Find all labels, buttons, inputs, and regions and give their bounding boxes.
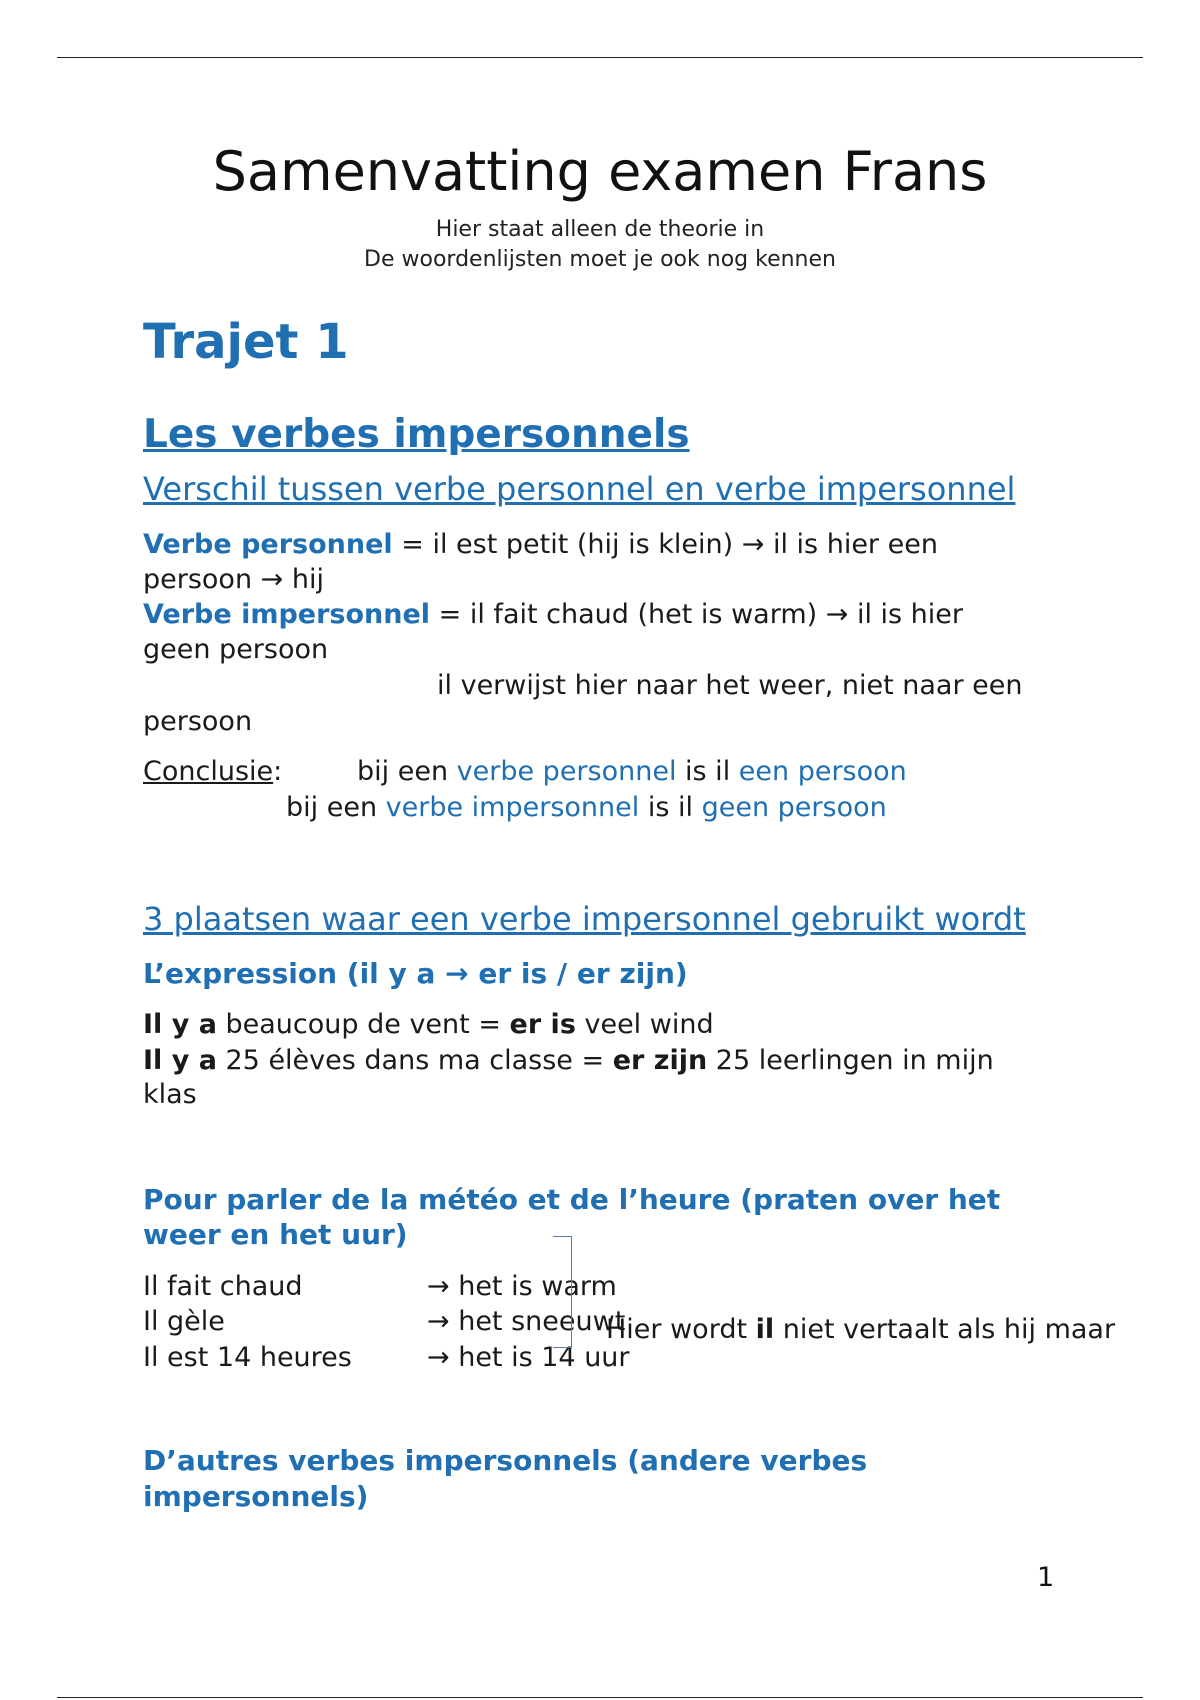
- conclusie-1-mid: is il: [676, 756, 739, 787]
- conclusie-colon: :: [273, 756, 283, 787]
- verbe-impersonnel-text: = il fait chaud (het is warm) → il is hier: [430, 599, 964, 630]
- conclusie-1-result: een persoon: [738, 756, 907, 787]
- conclusie-word: Conclusie: [143, 756, 274, 787]
- conclusie-2-result: geen persoon: [701, 792, 887, 823]
- heading-verbes: Les verbes impersonnels: [143, 412, 690, 457]
- verbe-impersonnel-line: [143, 597, 963, 632]
- conclusie-line-2: [286, 790, 887, 825]
- conclusie-2-term: verbe impersonnel: [385, 792, 640, 823]
- meteo-nl-1: → het is warm: [427, 1271, 617, 1302]
- example-1-d: veel wind: [575, 1009, 714, 1040]
- brace-bracket: [553, 1236, 572, 1348]
- top-rule: [57, 57, 1143, 58]
- page-number: 1: [1037, 1562, 1055, 1593]
- verbe-impersonnel-line-2: geen persoon: [143, 634, 329, 665]
- example-2-b: 25 élèves dans ma classe =: [216, 1045, 613, 1076]
- verbe-personnel-label: Verbe personnel: [143, 529, 393, 560]
- note-b: il: [755, 1314, 775, 1345]
- heading-meteo-1: Pour parler de la météo et de l’heure (praten over het: [143, 1183, 1001, 1216]
- verbe-impersonnel-label: Verbe impersonnel: [143, 599, 431, 630]
- verbe-impersonnel-note-2: persoon: [143, 706, 253, 737]
- verbe-personnel-text: = il est petit (hij is klein) → il is hier een: [392, 529, 938, 560]
- subheading-plaatsen: 3 plaatsen waar een verbe impersonnel gebruikt wordt: [143, 900, 1026, 938]
- conclusie-1-prefix: bij een: [357, 756, 457, 787]
- meteo-fr-3: Il est 14 heures: [143, 1342, 352, 1373]
- example-line-3: klas: [143, 1079, 197, 1110]
- heading-expression: L’expression (il y a → er is / er zijn): [143, 957, 688, 990]
- verbe-personnel-line-2: persoon → hij: [143, 564, 324, 595]
- heading-autres-1: D’autres verbes impersonnels (andere verbes: [143, 1444, 868, 1477]
- subtitle-line-2: De woordenlijsten moet je ook nog kennen: [364, 247, 836, 272]
- example-1-a: Il y a: [143, 1009, 217, 1040]
- meteo-fr-2: Il gèle: [143, 1306, 225, 1337]
- meteo-nl-2: → het sneeuwt: [427, 1306, 626, 1337]
- conclusie-line-1: [357, 754, 907, 789]
- conclusie-1-term: verbe personnel: [456, 756, 677, 787]
- translation-note: [606, 1312, 1115, 1347]
- subtitle-line-1: Hier staat alleen de theorie in: [435, 217, 765, 242]
- bottom-rule: [57, 1697, 1143, 1698]
- example-1-b: beaucoup de vent =: [216, 1009, 510, 1040]
- example-line-2: [143, 1043, 994, 1078]
- document-title: Samenvatting examen Frans: [212, 140, 988, 203]
- heading-autres-2: impersonnels): [143, 1480, 369, 1513]
- heading-trajet: Trajet 1: [143, 314, 349, 370]
- example-2-d: 25 leerlingen in mijn: [707, 1045, 994, 1076]
- meteo-nl-3: → het is 14 uur: [427, 1342, 630, 1373]
- subheading-verschil: Verschil tussen verbe personnel en verbe impersonnel: [143, 470, 1016, 508]
- note-c: niet vertaalt als hij maar: [774, 1314, 1116, 1345]
- heading-meteo-2: weer en het uur): [143, 1218, 408, 1251]
- example-1-c: er is: [509, 1009, 576, 1040]
- conclusie-label: [143, 754, 282, 789]
- note-a: Hier wordt: [606, 1314, 756, 1345]
- conclusie-2-mid: is il: [639, 792, 702, 823]
- conclusie-2-prefix: bij een: [286, 792, 386, 823]
- example-2-c: er zijn: [612, 1045, 708, 1076]
- example-2-a: Il y a: [143, 1045, 217, 1076]
- meteo-fr-1: Il fait chaud: [143, 1271, 303, 1302]
- example-line-1: [143, 1007, 714, 1042]
- verbe-impersonnel-note: il verwijst hier naar het weer, niet naar een: [437, 670, 1023, 701]
- verbe-personnel-line: [143, 527, 938, 562]
